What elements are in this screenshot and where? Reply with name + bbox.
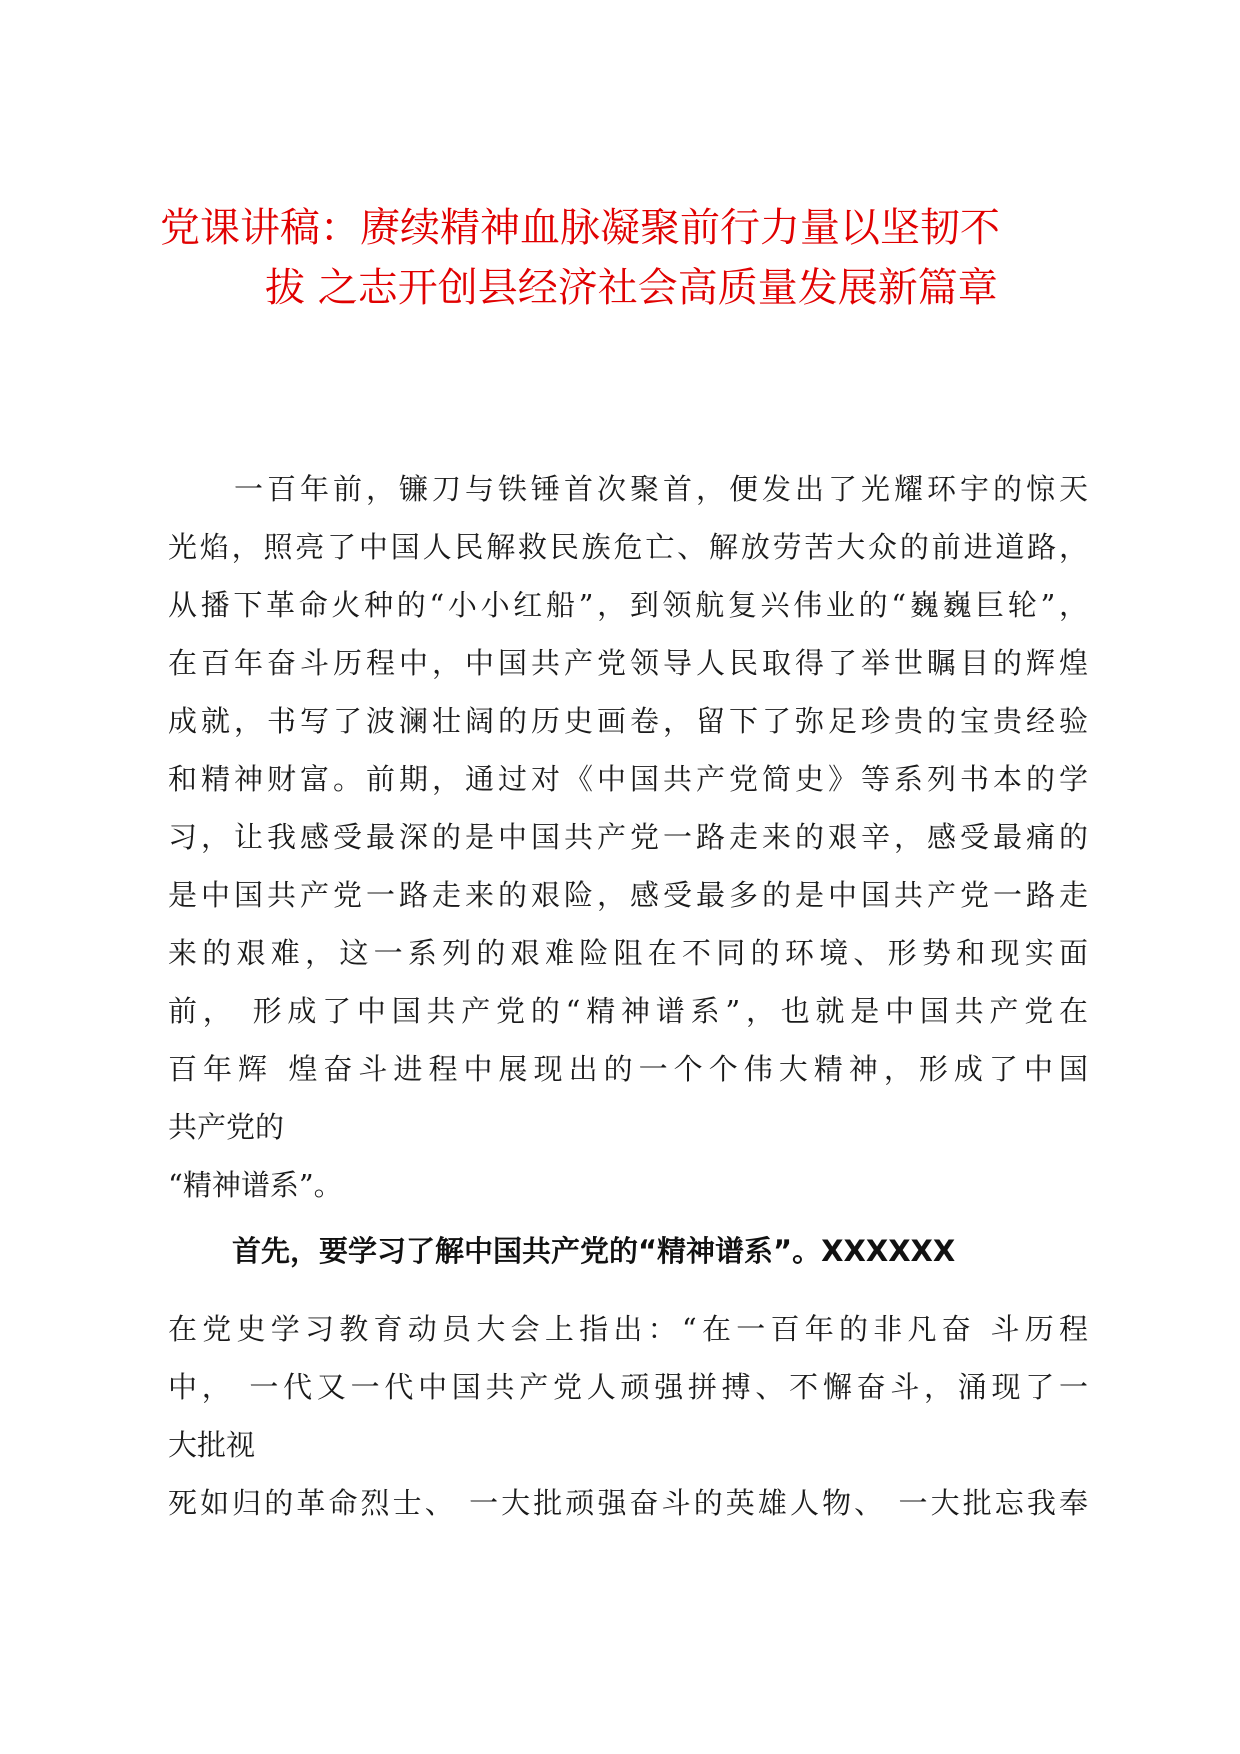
paragraph-line: 中， 一代又一代中国共产党人顽强拼搏、不懈奋斗，涌现了一: [168, 1370, 1088, 1404]
paragraph-line: 在百年奋斗历程中，中国共产党领导人民取得了举世瞩目的辉煌: [168, 646, 1088, 680]
paragraph-line: 在党史学习教育动员大会上指出：“在一百年的非凡奋 斗历程: [168, 1312, 1088, 1346]
section-heading: 首先，要学习了解中国共产党的“精神谱系”。XXXXXX: [232, 1234, 956, 1268]
title-line-1: 党课讲稿：赓续精神血脉凝聚前行力量以坚韧不: [160, 205, 1000, 251]
paragraph-2: [168, 1300, 1088, 1532]
paragraph-line: 死如归的革命烈士、 一大批顽强奋斗的英雄人物、 一大批忘我奉: [168, 1486, 1088, 1520]
paragraph-line: 光焰，照亮了中国人民解救民族危亡、解放劳苦大众的前进道路，: [168, 530, 1088, 564]
paragraph-line: 大批视: [168, 1428, 256, 1462]
paragraph-line: 百年辉 煌奋斗进程中展现出的一个个伟大精神，形成了中国: [168, 1052, 1088, 1086]
paragraph-line: “精神谱系”。: [168, 1168, 343, 1202]
paragraph-line: 共产党的: [168, 1110, 285, 1144]
paragraph-line: 习，让我感受最深的是中国共产党一路走来的艰辛，感受最痛的: [168, 820, 1088, 854]
paragraph-line: 前， 形成了中国共产党的“精神谱系”，也就是中国共产党在: [168, 994, 1088, 1028]
paragraph-line: 来的艰难，这一系列的艰难险阻在不同的环境、形势和现实面: [168, 936, 1088, 970]
paragraph-line: 和精神财富。前期，通过对《中国共产党简史》等系列书本的学: [168, 762, 1088, 796]
paragraph-line: 一百年前，镰刀与铁锤首次聚首，便发出了光耀环宇的惊天: [168, 472, 1088, 506]
paragraph-1: [168, 460, 1088, 1214]
document-title: [160, 198, 1100, 318]
paragraph-line: 从播下革命火种的“小小红船”，到领航复兴伟业的“巍巍巨轮”，: [168, 588, 1088, 622]
paragraph-line: 成就，书写了波澜壮阔的历史画卷，留下了弥足珍贵的宝贵经验: [168, 704, 1088, 738]
paragraph-line: 是中国共产党一路走来的艰险，感受最多的是中国共产党一路走: [168, 878, 1088, 912]
title-line-2: 拔 之志开创县经济社会高质量发展新篇章: [265, 265, 998, 311]
